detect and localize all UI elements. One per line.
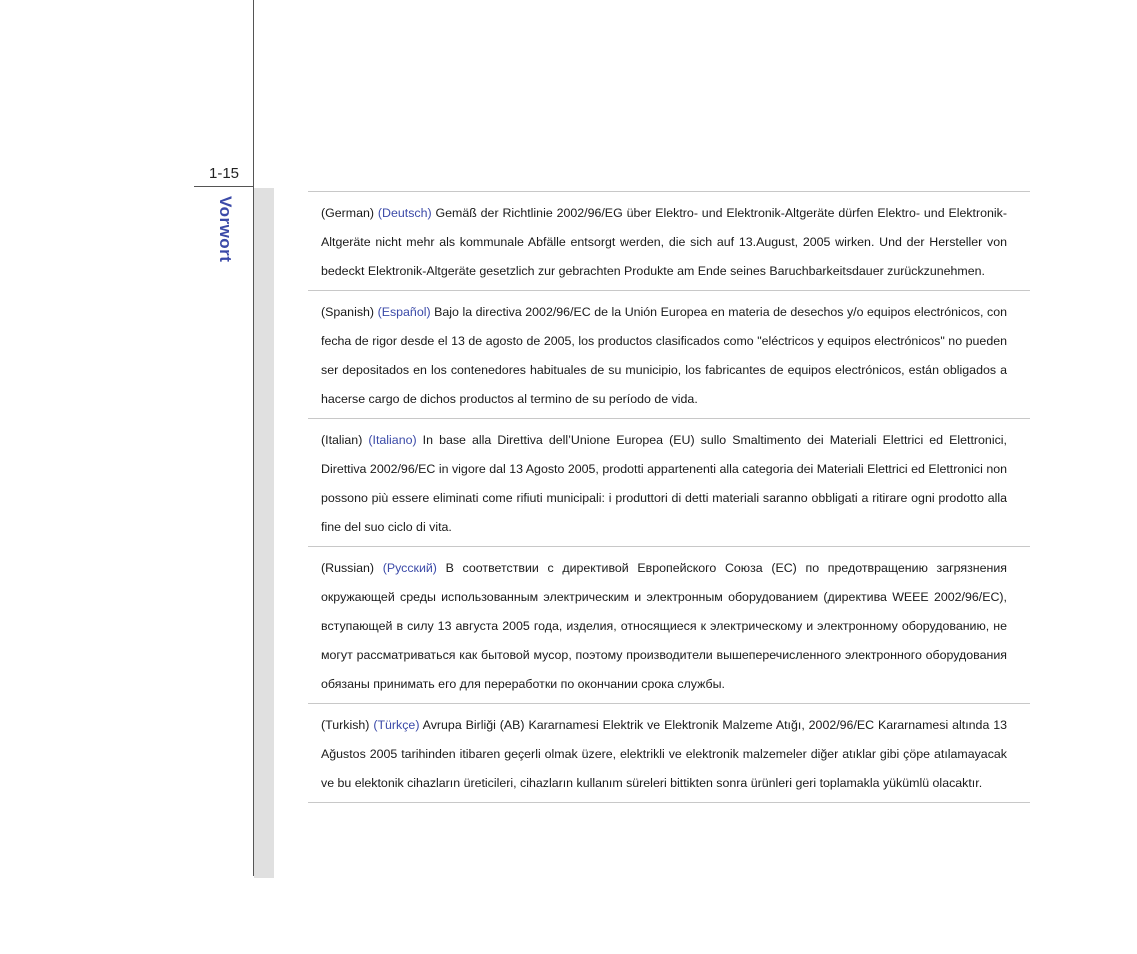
language-name: (Spanish)	[321, 305, 375, 319]
language-name: (German)	[321, 206, 375, 220]
margin-gray-bar	[254, 188, 274, 878]
page-number-rule	[194, 186, 254, 187]
notice-paragraph	[321, 199, 1007, 286]
language-native-name: (Español)	[377, 305, 431, 319]
section-title	[215, 196, 241, 296]
language-name: (Turkish)	[321, 718, 370, 732]
notice-text: Avrupa Birliği (AB) Kararnamesi Elektrik ve Elektronik Malzeme Atığı, 2002/96/EC Kararnamesi altında 13 Ağustos 2005 tarihinden itibaren geçerli olmak üzere, elektrikli ve elektronik malzemeler diğer atıklar gibi çöpe atılamayacak ve bu elektonik cihazların üreticileri, cihazların kullanım süreleri bittikten sonra ürünleri geri toplamakla yükümlü olacaktır.	[321, 718, 1008, 790]
section-title-text: Vorwort	[216, 196, 235, 263]
page-number: 1-15	[209, 165, 240, 182]
notice-german	[308, 192, 1030, 291]
notice-italian	[308, 419, 1030, 547]
language-name: (Italian)	[321, 433, 363, 447]
notice-text: In base alla Direttiva dell’Unione Europea (EU) sullo Smaltimento dei Materiali Elettrici ed Elettronici, Direttiva 2002/96/EC in vigore dal 13 Agosto 2005, prodotti appartenenti alla categoria dei Materiali Elettrici ed Elettronici non possono più essere eliminati come rifiuti municipali: i produttori di detti materiali saranno obbligati a ritirare ogni prodotto alla fine del suo ciclo di vita.	[321, 433, 1007, 534]
notice-russian	[308, 547, 1030, 704]
notice-paragraph	[321, 298, 1007, 414]
language-native-name: (Deutsch)	[377, 206, 432, 220]
notice-paragraph	[321, 554, 1007, 699]
language-native-name: (Türkçe)	[373, 718, 420, 732]
notice-text: Gemäß der Richtlinie 2002/96/EG über Elektro- und Elektronik-Altgeräte dürfen Elektro- und Elektronik-Altgeräte nicht mehr als kommunale Abfälle entsorgt werden, die sich auf 13.August, 2005 wirken. Und der Hersteller von bedeckt Elektronik-Altgeräte gesetzlich zur gebrachten Produkte am Ende seines Baruchbarkeitsdauer zurückzunehmen.	[321, 206, 1007, 278]
notice-paragraph	[321, 711, 1007, 798]
notice-spanish	[308, 291, 1030, 419]
notice-turkish	[308, 704, 1030, 803]
notice-text: Bajo la directiva 2002/96/EC de la Unión Europea en materia de desechos y/o equipos electrónicos, con fecha de rigor desde el 13 de agosto de 2005, los productos clasificados como "eléctricos y equipos electrónicos" no pueden ser depositados en los contenedores habituales de su municipio, los fabricantes de equipos electrónicos, están obligados a hacerse cargo de dichos productos al termino de su período de vida.	[321, 305, 1007, 406]
notice-text: В соответствии с директивой Европейского Союза (ЕС) по предотвращению загрязнения окружающей среды использованным электрическим и электронным оборудованием (директива WEEE 2002/96/EC), вступающей в силу 13 августа 2005 года, изделия, относящиеся к электрическому и электронному оборудованию, не могут рассматриваться как бытовой мусор, поэтому производители вышеперечисленного электронного оборудования обязаны принимать его для переработки по окончании срока службы.	[321, 561, 1007, 691]
language-native-name: (Italiano)	[368, 433, 417, 447]
weee-notice-list	[308, 191, 1030, 803]
language-native-name: (Русский)	[382, 561, 437, 575]
notice-paragraph	[321, 426, 1007, 542]
language-name: (Russian)	[321, 561, 375, 575]
